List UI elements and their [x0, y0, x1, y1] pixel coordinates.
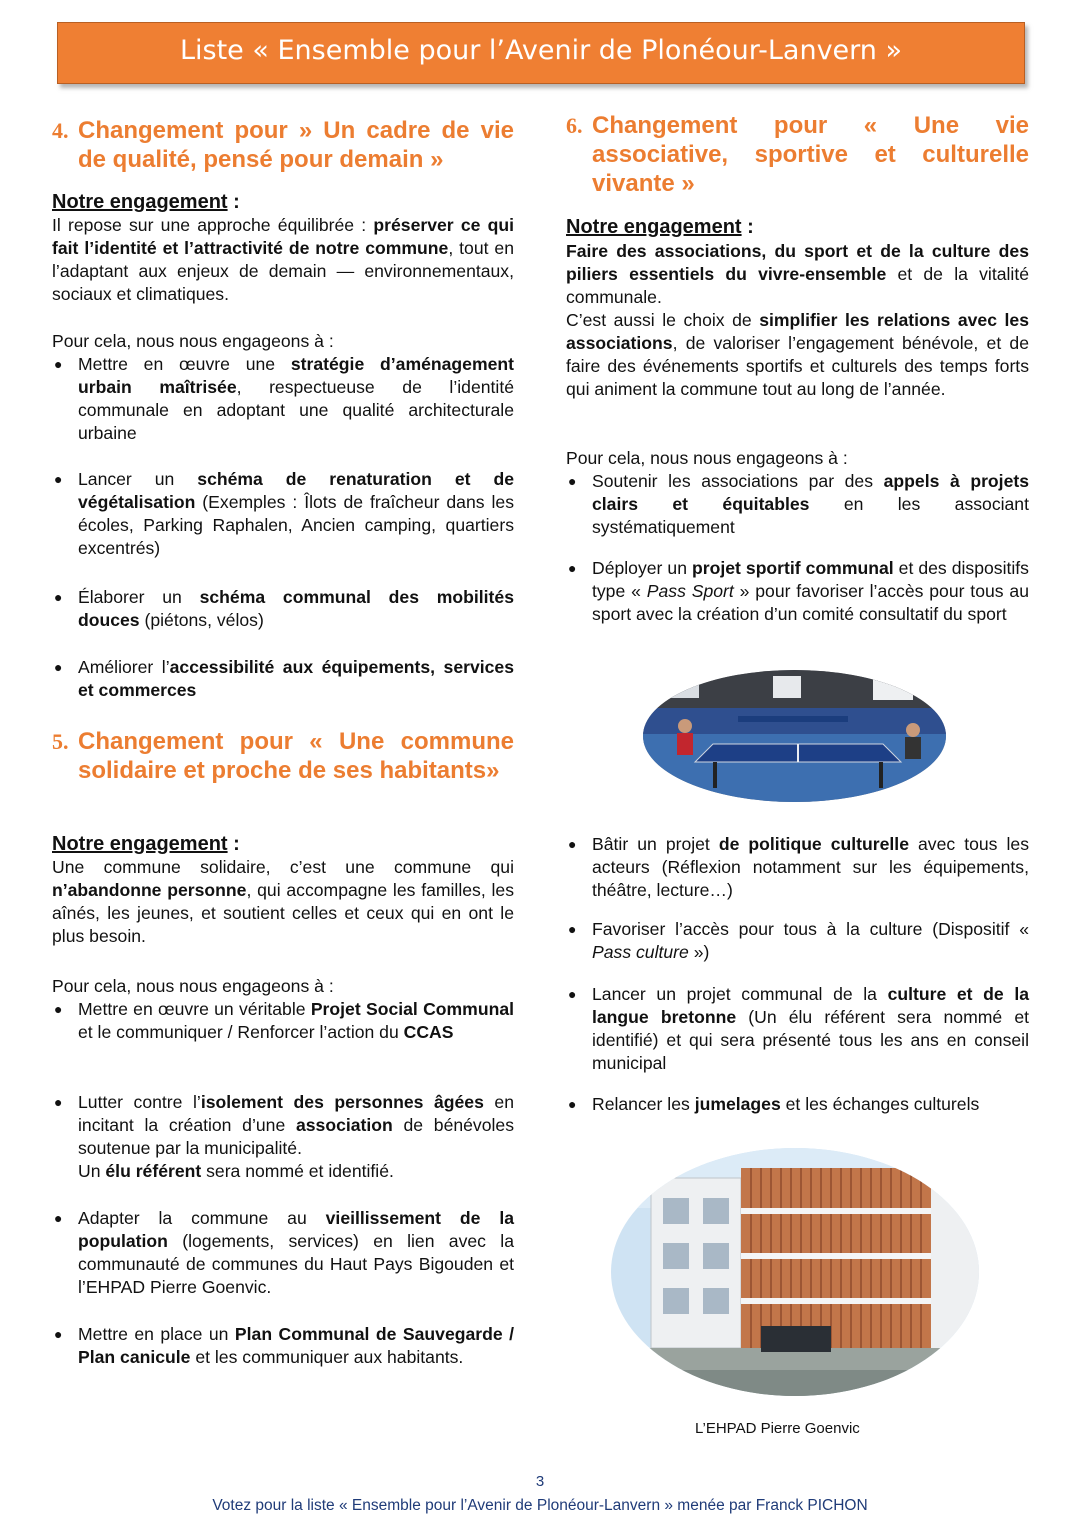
intro-text: Il repose sur une approche équilibrée : — [52, 215, 374, 235]
item-text-end: (Exemples : Îlots de fraîcheur dans les écoles, Parking Raphalen, Ancien camping, quartiers excentrés) — [78, 492, 514, 558]
section-5-title: Changement pour « Une commune solidaire et proche de ses habitants» — [78, 728, 514, 784]
item-bold: schéma de renaturation et de végétalisation — [78, 469, 514, 512]
item-bold: jumelages — [694, 1094, 781, 1114]
item-text: Mettre en œuvre un véritable — [78, 999, 311, 1019]
item-text-end: et les communiquer aux habitants. — [190, 1347, 464, 1367]
bullet-icon: ● — [54, 589, 63, 605]
engagement-label: Notre engagement — [52, 191, 228, 213]
intro-bold: préserver ce qui fait l’identité et l’attractivité de notre commune — [52, 215, 514, 258]
intro-text-end: , tout en l’adaptant aux enjeux de demain — environnementaux, sociaux et climatiques. — [52, 238, 514, 304]
section-6-number: 6. — [566, 113, 583, 138]
list-item — [566, 983, 1029, 1075]
list-item — [52, 1207, 514, 1299]
item-text-end: et les échanges culturels — [780, 1094, 980, 1114]
section-6-heading — [566, 111, 1029, 198]
ehpad-building-image — [611, 1148, 979, 1396]
bullet-icon: ● — [568, 921, 577, 937]
list-item — [52, 1091, 514, 1183]
section-5-lead: Pour cela, nous nous engageons à : — [52, 976, 334, 996]
item-bold: stratégie d’aménagement urbain maîtrisée — [78, 354, 514, 397]
table-tennis-image — [643, 670, 946, 802]
section-4-lead: Pour cela, nous nous engageons à : — [52, 331, 334, 351]
item-bold: accessibilité aux équipements, services et commerces — [78, 657, 514, 700]
item-text-end: en les associant systématiquement — [592, 494, 1029, 537]
page-number: 3 — [535, 1473, 545, 1490]
item-text: Mettre en place un — [78, 1324, 235, 1344]
para-bold: simplifier les relations avec les associations — [566, 310, 1029, 353]
item-bold: projet sportif communal — [692, 558, 894, 578]
item-text-end: » pour favoriser l’accès pour tous au sport avec la création d’un comité consultatif du sport — [592, 581, 1029, 624]
table-tennis-photo — [643, 670, 946, 802]
section-4-list — [52, 468, 514, 560]
item-text-mid: et des dispositifs type « — [592, 558, 1029, 601]
item-text: Améliorer l’ — [78, 657, 170, 677]
item-text-end: (logements, services) en lien avec la communauté de communes du Haut Pays Bigouden et l’EHPAD Pierre Goenvic. — [78, 1231, 514, 1297]
section-5-number: 5. — [52, 729, 69, 754]
section-4-number: 4. — [52, 118, 69, 143]
intro-text: Une commune solidaire, c’est une commune qui — [52, 857, 514, 877]
item-italic: Pass culture — [592, 942, 689, 962]
item-text-mid: en incitant la création d’une — [78, 1092, 514, 1135]
item-bold: vieillissement de la population — [78, 1208, 514, 1251]
section-6-list — [566, 833, 1029, 902]
item-bold: Projet Social Communal — [310, 999, 514, 1019]
intro-bold: Faire des associations, du sport et de la culture des piliers essentiels du vivre-ensemble — [566, 241, 1029, 284]
engagement-colon: : — [227, 833, 240, 855]
section-5-list — [52, 998, 514, 1044]
section-6-engagement-heading — [566, 216, 754, 238]
section-5-engagement-heading — [52, 833, 240, 855]
item-text: Lancer un — [78, 469, 198, 489]
bullet-icon: ● — [54, 1210, 63, 1226]
list-item — [566, 833, 1029, 902]
engagement-colon: : — [227, 191, 240, 213]
section-4-list — [52, 586, 514, 632]
bullet-icon: ● — [568, 1096, 577, 1112]
item-text: Mettre en œuvre une — [78, 354, 291, 374]
list-item — [52, 468, 514, 560]
section-6-list — [566, 983, 1029, 1075]
page-title: Liste « Ensemble pour l’Avenir de Plonéour-Lanvern » — [179, 35, 903, 66]
item-text: Bâtir un projet — [592, 834, 719, 854]
item-text-end: (Un élu référent sera nommé et identifié) et qui sera présenté tous les ans en conseil municipal — [592, 1007, 1029, 1073]
item-text: Adapter la commune au — [78, 1208, 326, 1228]
bullet-icon: ● — [54, 1001, 63, 1017]
item-text-mid: et le communiquer / Renforcer l’action du — [78, 1022, 404, 1042]
footer-text: Votez pour la liste « Ensemble pour l’Avenir de Plonéour-Lanvern » menée par Franck PICHON — [212, 1497, 868, 1514]
section-4-heading — [52, 116, 514, 174]
bullet-icon: ● — [568, 986, 577, 1002]
item-bold: appels à projets clairs et équitables — [592, 471, 1029, 514]
intro-bold: n’abandonne personne — [52, 880, 247, 900]
item-text: Lutter contre l’ — [78, 1092, 201, 1112]
list-item — [52, 586, 514, 632]
engagement-label: Notre engagement — [52, 833, 228, 855]
item-text-end: (piétons, vélos) — [139, 610, 264, 630]
item-text: Soutenir les associations par des — [592, 471, 884, 491]
section-4-intro — [52, 214, 514, 306]
list-item — [52, 1323, 514, 1369]
item-text-2: Un — [78, 1161, 106, 1181]
list-item — [566, 1093, 1029, 1116]
section-5-list — [52, 1323, 514, 1369]
item-text: Lancer un projet communal de la — [592, 984, 888, 1004]
bullet-icon: ● — [568, 560, 577, 576]
bullet-icon: ● — [54, 471, 63, 487]
list-item — [52, 656, 514, 702]
list-item — [566, 470, 1029, 539]
header-banner — [57, 22, 1025, 84]
section-6-title: Changement pour « Une vie associative, sportive et culturelle vivante » — [592, 112, 1029, 197]
item-text-end: , respectueuse de l’identité communale en adoptant une qualité architecturale urbaine — [78, 377, 514, 443]
list-item — [566, 918, 1029, 964]
section-6-list — [566, 557, 1029, 626]
engagement-colon: : — [741, 216, 754, 238]
section-6-list — [566, 470, 1029, 539]
para-text-end: , de valoriser l’engagement bénévole, et de faire des événements sportifs et culturels des temps forts qui animent la commune tout au long de l’année. — [566, 333, 1029, 399]
item-bold-3: élu référent — [105, 1161, 202, 1181]
section-5-list — [52, 1207, 514, 1299]
item-bold: isolement des personnes âgées — [200, 1092, 484, 1112]
section-5-heading — [52, 727, 514, 785]
bullet-icon: ● — [54, 1326, 63, 1342]
list-item — [566, 557, 1029, 626]
para-text: C’est aussi le choix de — [566, 310, 760, 330]
item-text-3: sera nommé et identifié. — [201, 1161, 394, 1181]
section-6-intro — [566, 240, 1029, 309]
section-6-lead: Pour cela, nous nous engageons à : — [566, 448, 848, 468]
item-bold: schéma communal des mobilités douces — [78, 587, 514, 630]
section-4-engagement-heading — [52, 191, 240, 213]
item-italic: Pass Sport — [646, 581, 734, 601]
section-4-list — [52, 353, 514, 445]
list-item — [52, 998, 514, 1044]
ehpad-building-photo — [611, 1148, 979, 1396]
item-bold-2: association — [295, 1115, 393, 1135]
item-text: Relancer les — [592, 1094, 695, 1114]
list-item — [52, 353, 514, 445]
item-bold: culture et de la langue bretonne — [592, 984, 1029, 1027]
intro-text-end: et de la vitalité communale. — [566, 264, 1030, 307]
item-text: Élaborer un — [78, 587, 200, 607]
section-5-intro — [52, 856, 514, 948]
bullet-icon: ● — [54, 659, 63, 675]
bullet-icon: ● — [568, 836, 577, 852]
section-6-list — [566, 1093, 1029, 1116]
item-text: Déployer un — [592, 558, 693, 578]
section-4-title: Changement pour » Un cadre de vie de qualité, pensé pour demain » — [78, 117, 514, 173]
item-text-end: de bénévoles soutenue par la municipalité. — [78, 1115, 514, 1158]
section-6-list — [566, 918, 1029, 964]
item-bold-end: CCAS — [403, 1022, 454, 1042]
ehpad-caption: L’EHPAD Pierre Goenvic — [695, 1420, 860, 1437]
item-text: Favoriser l’accès pour tous à la culture (Dispositif « — [592, 919, 1029, 939]
section-5-list — [52, 1091, 514, 1183]
item-bold: Plan Communal de Sauvegarde / Plan canicule — [78, 1324, 514, 1367]
section-6-paragraph — [566, 309, 1029, 401]
intro-text-end: , qui accompagne les familles, les aînés, les jeunes, et soutient celles et ceux qui en ont le plus besoin. — [52, 880, 514, 946]
bullet-icon: ● — [568, 473, 577, 489]
item-bold: de politique culturelle — [718, 834, 909, 854]
engagement-label: Notre engagement — [566, 216, 742, 238]
item-text-end: avec tous les acteurs (Réflexion notamment sur les équipements, théâtre, lecture…) — [592, 834, 1029, 900]
item-text-end: ») — [688, 942, 710, 962]
section-4-list — [52, 656, 514, 702]
bullet-icon: ● — [54, 356, 63, 372]
bullet-icon: ● — [54, 1094, 63, 1110]
